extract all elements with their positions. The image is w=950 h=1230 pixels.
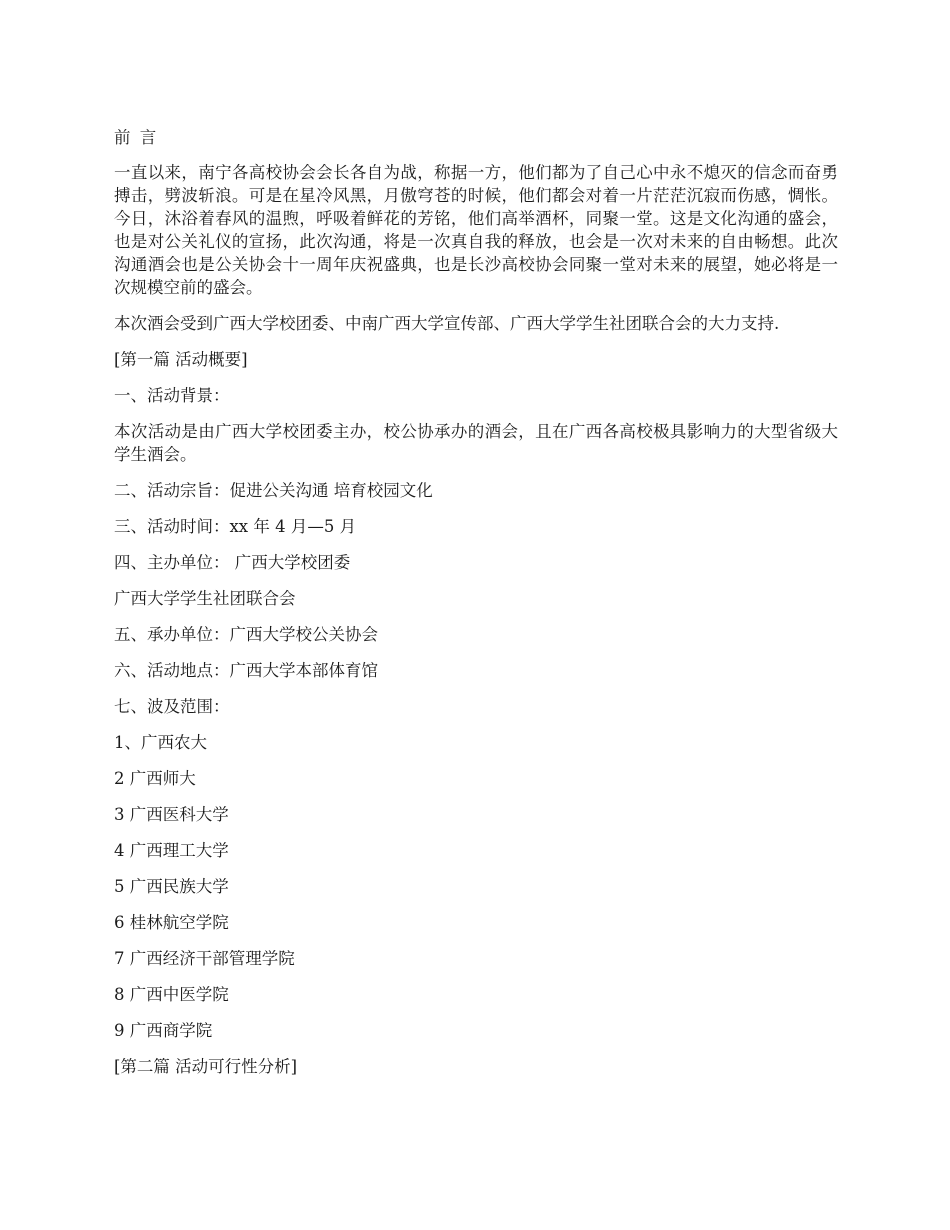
scope-item: 7 广西经济干部管理学院: [114, 949, 295, 968]
section2-heading: [第二篇 活动可行性分析]: [114, 1057, 298, 1076]
scope-item: 9 广西商学院: [114, 1021, 213, 1040]
section1-heading: [第一篇 活动概要]: [114, 350, 248, 369]
time-line: 三、活动时间：xx 年 4 月—5 月: [114, 517, 357, 536]
scope-item: 8 广西中医学院: [114, 985, 229, 1004]
background-heading: 一、活动背景：: [114, 386, 230, 405]
scope-item: 2 广西师大: [114, 769, 196, 788]
support-paragraph: 本次酒会受到广西大学校团委、中南广西大学宣传部、广西大学学生社团联合会的大力支持.: [114, 314, 780, 333]
undertaker-line: 五、承办单位：广西大学校公关协会: [114, 625, 378, 644]
scope-item: 1、广西农大: [114, 733, 207, 752]
document-body: [114, 126, 838, 1091]
scope-item: 5 广西民族大学: [114, 877, 229, 896]
organizer-line-2: 广西大学学生社团联合会: [114, 589, 296, 608]
scope-item: 6 桂林航空学院: [114, 913, 229, 932]
preface-paragraph: 一直以来，南宁各高校协会会长各自为战，称据一方，他们都为了自己心中永不熄灭的信念而奋勇搏击，劈波斩浪。可是在星冷风黑，月傲穹苍的时候，他们都会对着一片茫茫沉寂而伤感，惆怅。今日，沐浴着春风的温煦，呼吸着鲜花的芳铭，他们高举酒杯，同聚一堂。这是文化沟通的盛会，也是对公关礼仪的宣扬，此次沟通，将是一次真自我的释放，也会是一次对未来的自由畅想。此次沟通酒会也是公关协会十一周年庆祝盛典，也是长沙高校协会同聚一堂对未来的展望，她必将是一次规模空前的盛会。: [114, 163, 838, 297]
organizer-line: 四、主办单位： 广西大学校团委: [114, 553, 351, 572]
scope-item: 3 广西医科大学: [114, 805, 229, 824]
purpose-line: 二、活动宗旨：促进公关沟通 培育校园文化: [114, 481, 433, 500]
scope-item: 4 广西理工大学: [114, 841, 229, 860]
venue-line: 六、活动地点：广西大学本部体育馆: [114, 661, 378, 680]
scope-heading: 七、波及范围：: [114, 697, 230, 716]
background-text: 本次活动是由广西大学校团委主办，校公协承办的酒会，且在广西各高校极具影响力的大型省级大学生酒会。: [114, 422, 838, 464]
preface-title: 前 言: [114, 128, 159, 147]
